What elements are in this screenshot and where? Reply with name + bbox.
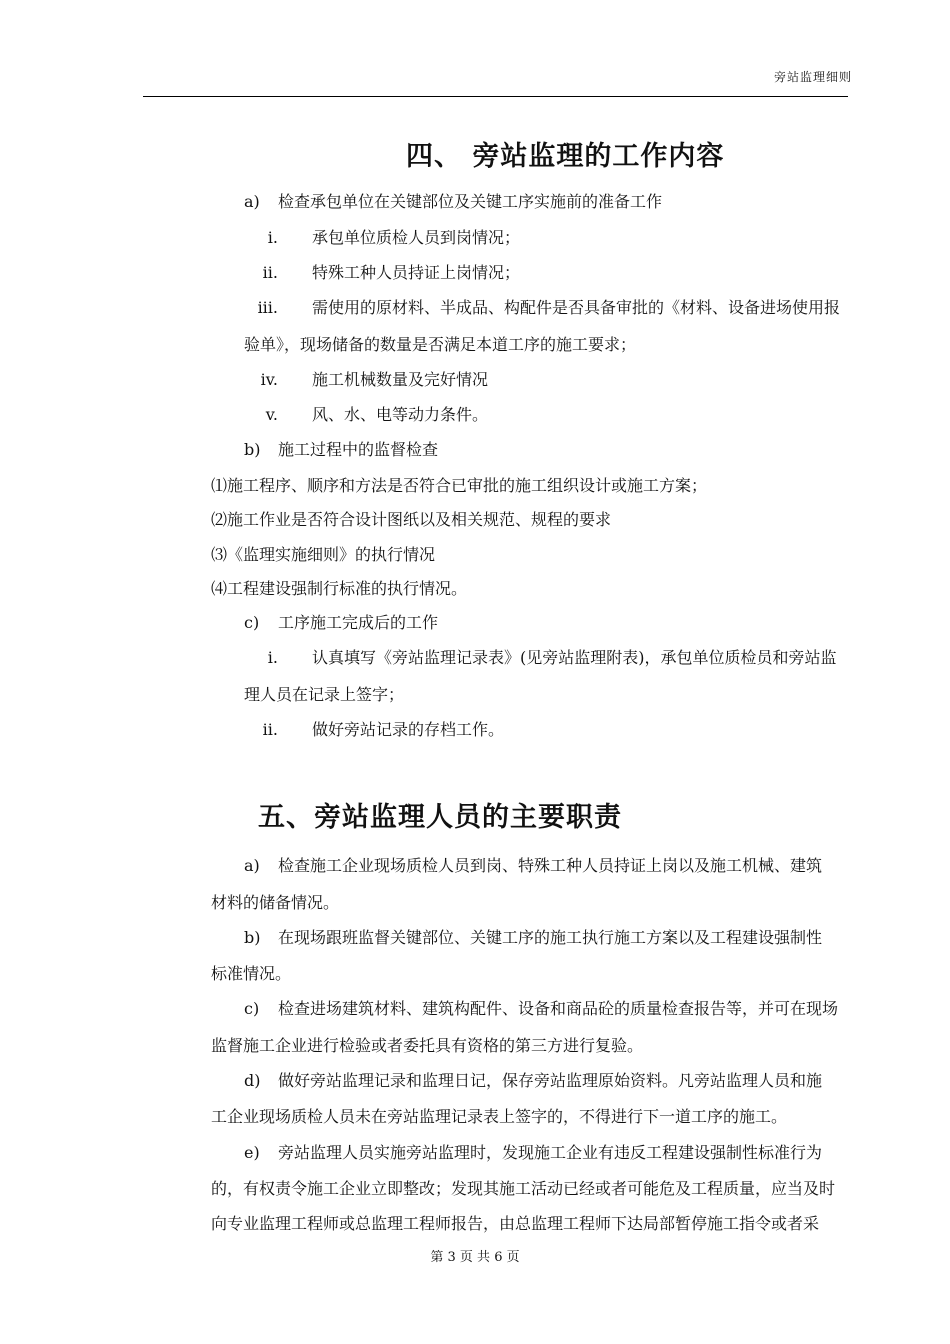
section4-check-item: ⑴施工程序、顺序和方法是否符合已审批的施工组织设计或施工方案； xyxy=(211,476,708,495)
section4-subitem-continuation: 验单》，现场储备的数量是否满足本道工序的施工要求； xyxy=(244,335,637,354)
item-text: 需使用的原材料、半成品、构配件是否具备审批的《材料、设备进场使用报 xyxy=(312,298,841,317)
item-label: ii. xyxy=(262,720,278,739)
item-text: 旁站监理人员实施旁站监理时，发现施工企业有违反工程建设强制性标准行为 xyxy=(278,1143,823,1162)
item-text: 检查施工企业现场质检人员到岗、特殊工种人员持证上岗以及施工机械、建筑 xyxy=(278,856,823,875)
section5-item-a-line2: 材料的储备情况。 xyxy=(211,893,340,912)
section5-item-c-line2: 监督施工企业进行检验或者委托具有资格的第三方进行复验。 xyxy=(211,1036,644,1055)
section5-item-d xyxy=(244,1071,822,1091)
item-text: 承包单位质检人员到岗情况； xyxy=(312,228,521,247)
item-label: iii. xyxy=(257,298,278,317)
item-label: v. xyxy=(265,405,278,424)
section4-subitem xyxy=(244,370,488,390)
section4-heading: 四、 旁站监理的工作内容 xyxy=(406,141,725,172)
item-text: 施工过程中的监督检查 xyxy=(278,440,439,459)
item-text: 检查进场建筑材料、建筑构配件、设备和商品砼的质量检查报告等，并可在现场 xyxy=(278,999,839,1018)
section5-item-d-line2: 工企业现场质检人员未在旁站监理记录表上签字的，不得进行下一道工序的施工。 xyxy=(211,1107,788,1126)
item-text: 认真填写《旁站监理记录表》(见旁站监理附表)，承包单位质检员和旁站监 xyxy=(312,648,837,667)
item-text: 在现场跟班监督关键部位、关键工序的施工执行施工方案以及工程建设强制性 xyxy=(278,928,823,947)
section4-item-a xyxy=(244,192,662,212)
item-label: b) xyxy=(244,928,261,947)
page-number: 第 3 页 共 6 页 xyxy=(430,1250,520,1265)
section4-subitem-continuation: 理人员在记录上签字； xyxy=(244,685,405,704)
section5-item-a xyxy=(244,856,822,876)
item-label: i. xyxy=(267,648,278,667)
item-label: e) xyxy=(244,1143,260,1162)
item-label: a) xyxy=(244,856,260,875)
item-text: 做好旁站记录的存档工作。 xyxy=(312,720,505,739)
item-label: iv. xyxy=(260,370,278,389)
section5-item-b-line2: 标准情况。 xyxy=(211,964,292,983)
section4-item-c xyxy=(244,613,438,633)
section5-item-e-line3: 向专业监理工程师或总监理工程师报告，由总监理工程师下达局部暂停施工指令或者采 xyxy=(211,1214,820,1233)
section4-item-b xyxy=(244,440,438,460)
section4-subitem xyxy=(244,263,520,283)
section4-subitem xyxy=(244,720,504,740)
item-text: 特殊工种人员持证上岗情况； xyxy=(312,263,521,282)
section4-subitem xyxy=(244,648,837,668)
item-label: b) xyxy=(244,440,261,459)
section4-check-item: ⑵施工作业是否符合设计图纸以及相关规范、规程的要求 xyxy=(211,510,612,529)
item-text: 工序施工完成后的工作 xyxy=(278,613,439,632)
item-text: 检查承包单位在关键部位及关键工序实施前的准备工作 xyxy=(278,192,663,211)
item-text: 做好旁站监理记录和监理日记，保存旁站监理原始资料。凡旁站监理人员和施 xyxy=(278,1071,823,1090)
section4-check-item: ⑶《监理实施细则》的执行情况 xyxy=(211,545,436,564)
section4-subitem xyxy=(244,298,840,318)
item-label: i. xyxy=(267,228,278,247)
header-title: 旁站监理细则 xyxy=(773,70,852,84)
item-label: ii. xyxy=(262,263,278,282)
item-label: d) xyxy=(244,1071,261,1090)
section4-subitem xyxy=(244,405,488,425)
item-label: c) xyxy=(244,999,260,1018)
header-divider xyxy=(143,96,848,97)
section5-heading: 五、旁站监理人员的主要职责 xyxy=(258,802,622,833)
section5-item-b xyxy=(244,928,822,948)
section4-subitem xyxy=(244,228,520,248)
section5-item-e-line2: 的，有权责令施工企业立即整改；发现其施工活动已经或者可能危及工程质量，应当及时 xyxy=(211,1179,836,1198)
item-text: 施工机械数量及完好情况 xyxy=(312,370,489,389)
item-label: c) xyxy=(244,613,260,632)
item-label: a) xyxy=(244,192,260,211)
section4-check-item: ⑷工程建设强制行标准的执行情况。 xyxy=(211,579,468,598)
section5-item-c xyxy=(244,999,838,1019)
section5-item-e xyxy=(244,1143,822,1163)
item-text: 风、水、电等动力条件。 xyxy=(312,405,489,424)
